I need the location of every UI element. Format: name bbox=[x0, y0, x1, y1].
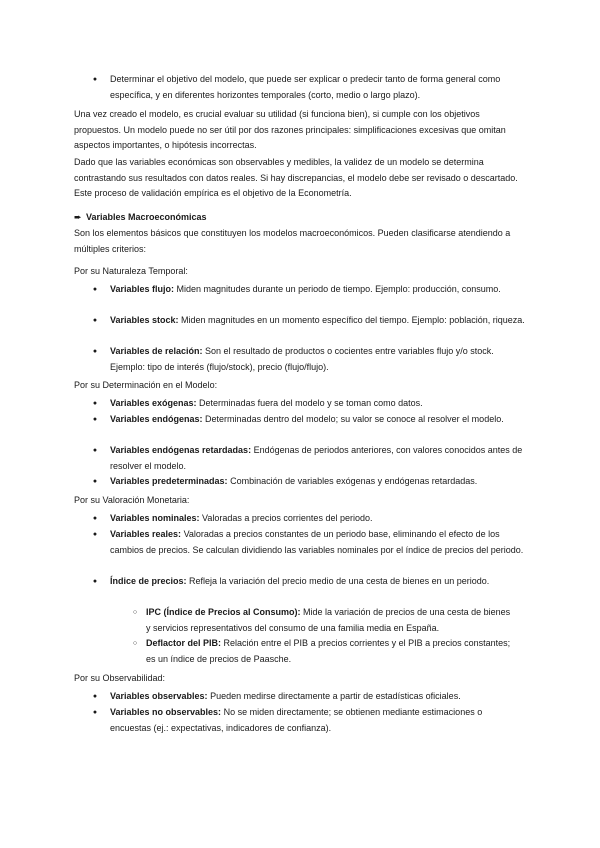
list-item bbox=[110, 313, 525, 329]
bullet-dot: ● bbox=[92, 578, 98, 585]
item-term: Variables predeterminadas: bbox=[110, 476, 228, 486]
bullet-dot: ● bbox=[92, 76, 98, 83]
item-desc: Mide la variación de precios de una cesta de bienes y servicios representativos del consumo de una familia media en España. bbox=[146, 607, 511, 633]
group-title: Por su Naturaleza Temporal: bbox=[74, 266, 188, 276]
bullet-dot: ● bbox=[92, 447, 98, 454]
item-term: Deflactor del PIB: bbox=[146, 638, 222, 648]
list-item bbox=[110, 344, 525, 375]
section-heading-text: Variables Macroeconómicas bbox=[86, 212, 207, 222]
bullet-dot: ● bbox=[92, 400, 98, 407]
list-item bbox=[110, 474, 525, 490]
list-item bbox=[110, 412, 525, 428]
item-desc: Refleja la variación del precio medio de una cesta de bienes en un periodo. bbox=[186, 576, 490, 586]
item-desc: Miden magnitudes en un momento específico del tiempo. Ejemplo: población, riqueza. bbox=[178, 315, 525, 325]
item-desc: No se miden directamente; se obtienen mediante estimaciones o encuestas (ej.: expectativas, indicadores de confianza). bbox=[110, 707, 483, 733]
paragraph-evaluation: Una vez creado el modelo, es crucial evaluar su utilidad (si funciona bien), si cumple con los objetivos propuestos. Un modelo puede no ser útil por dos razones principales: simplificaciones excesivas que omitan aspectos importantes, o hipótesis incorrectas. bbox=[74, 109, 506, 150]
item-term: Variables exógenas: bbox=[110, 398, 197, 408]
item-term: Variables stock: bbox=[110, 315, 179, 325]
item-desc: Determinadas fuera del modelo y se toman como datos. bbox=[196, 398, 423, 408]
paragraph-validation: Dado que las variables económicas son observables y medibles, la validez de un modelo se determina contrastando sus resultados con datos reales. Si hay discrepancias, el modelo debe ser revisado o descartado. Este proceso de validación empírica es el objetivo de la Econometría. bbox=[74, 157, 518, 198]
list-item bbox=[110, 574, 525, 590]
list-item bbox=[110, 396, 525, 412]
bullet-dot: ● bbox=[92, 709, 98, 716]
group-title: Por su Valoración Monetaria: bbox=[74, 495, 190, 505]
item-desc: Son el resultado de productos o cocientes entre variables flujo y/o stock. Ejemplo: tipo de interés (flujo/stock), precio (flujo/flujo). bbox=[110, 346, 494, 372]
sub-list-item bbox=[146, 636, 516, 667]
item-desc: Pueden medirse directamente a partir de estadísticas oficiales. bbox=[207, 691, 461, 701]
intro-bullet-text: Determinar el objetivo del modelo, que puede ser explicar o predecir tanto de forma general como específica, y en diferentes horizontes temporales (corto, medio o largo plazo). bbox=[110, 74, 501, 100]
item-term: Índice de precios: bbox=[110, 576, 187, 586]
item-desc: Combinación de variables exógenas y endógenas retardadas. bbox=[227, 476, 478, 486]
item-term: Variables endógenas retardadas: bbox=[110, 445, 252, 455]
item-desc: Endógenas de periodos anteriores, con valores conocidos antes de resolver el modelo. bbox=[110, 445, 523, 471]
group-title: Por su Observabilidad: bbox=[74, 673, 166, 683]
item-desc: Determinadas dentro del modelo; su valor se conoce al resolver el modelo. bbox=[202, 414, 504, 424]
section-intro: Son los elementos básicos que constituyen los modelos macroeconómicos. Pueden clasificarse atendiendo a múltiples criterios: bbox=[74, 228, 511, 254]
arrow-icon: ➨ bbox=[74, 212, 82, 222]
bullet-dot: ● bbox=[92, 317, 98, 324]
list-item bbox=[110, 511, 525, 527]
item-term: Variables observables: bbox=[110, 691, 208, 701]
item-term: Variables endógenas: bbox=[110, 414, 203, 424]
item-desc: Miden magnitudes durante un periodo de tiempo. Ejemplo: producción, consumo. bbox=[174, 284, 501, 294]
item-term: Variables reales: bbox=[110, 529, 182, 539]
sub-bullet-circle: ○ bbox=[132, 640, 138, 647]
item-term: Variables nominales: bbox=[110, 513, 200, 523]
item-desc: Valoradas a precios corrientes del periodo. bbox=[199, 513, 373, 523]
group-title: Por su Determinación en el Modelo: bbox=[74, 380, 218, 390]
bullet-dot: ● bbox=[92, 478, 98, 485]
list-item bbox=[110, 689, 525, 705]
section-heading bbox=[74, 210, 524, 226]
item-term: Variables flujo: bbox=[110, 284, 175, 294]
bullet-dot: ● bbox=[92, 416, 98, 423]
bullet-dot: ● bbox=[92, 286, 98, 293]
bullet-dot: ● bbox=[92, 515, 98, 522]
item-term: IPC (Índice de Precios al Consumo): bbox=[146, 607, 301, 617]
bullet-dot: ● bbox=[92, 348, 98, 355]
list-item bbox=[110, 443, 525, 474]
list-item bbox=[110, 527, 525, 558]
item-term: Variables de relación: bbox=[110, 346, 203, 356]
sub-list-item bbox=[146, 605, 516, 636]
item-desc: Relación entre el PIB a precios corrientes y el PIB a precios constantes; es un índice de precios de Paasche. bbox=[146, 638, 511, 664]
sub-bullet-circle: ○ bbox=[132, 609, 138, 616]
list-item bbox=[110, 705, 525, 736]
bullet-dot: ● bbox=[92, 693, 98, 700]
bullet-dot: ● bbox=[92, 531, 98, 538]
list-item bbox=[110, 282, 525, 298]
item-term: Variables no observables: bbox=[110, 707, 222, 717]
item-desc: Valoradas a precios constantes de un periodo base, eliminando el efecto de los cambios de precios. Se calculan dividiendo las variables nominales por el índice de precios del periodo. bbox=[110, 529, 524, 555]
